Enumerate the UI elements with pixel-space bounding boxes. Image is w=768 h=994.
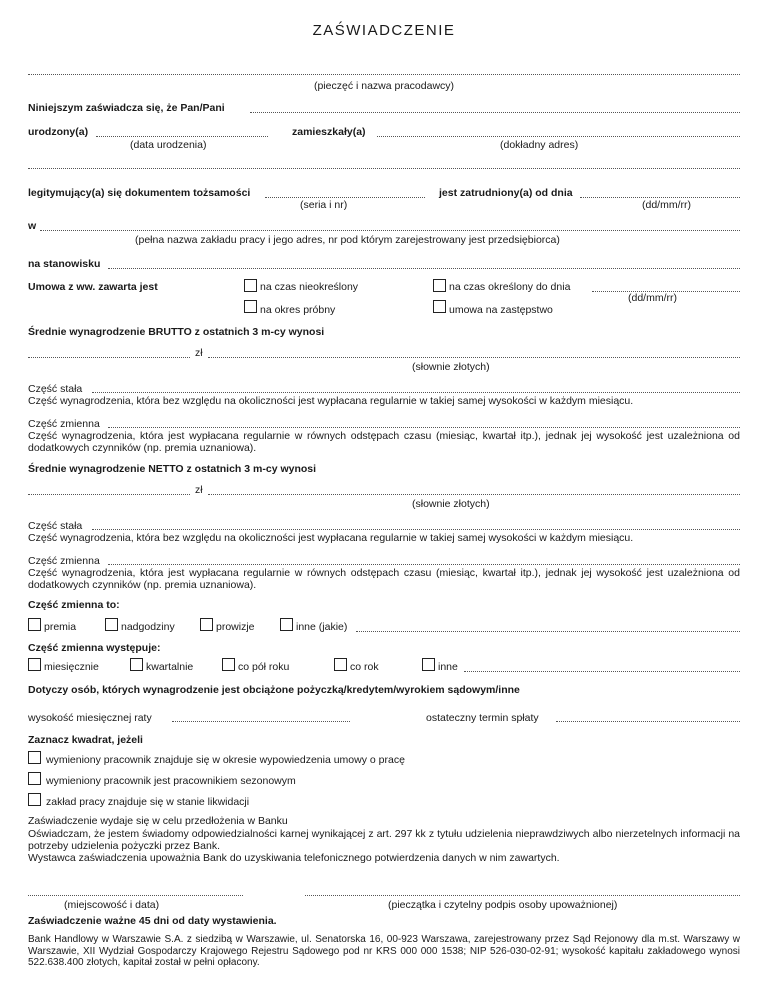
brutto-variable-desc: Część wynagrodzenia, która jest wypłacana regularnie w równych odstępach czasu (miesiąc, kwartał itp.), jednak jej wysokość jest uzależniona od dodatkowych czynników (np. premia uznaniowa). <box>28 430 740 454</box>
definite-date-caption: (dd/mm/rr) <box>628 292 677 304</box>
place-date-field[interactable] <box>28 895 243 896</box>
brutto-fixed-label: Część stała <box>28 383 83 395</box>
bank-footer: Bank Handlowy w Warszawie S.A. z siedzibą w Warszawie, ul. Senatorska 16, 00-923 Warszawa, zarejestrowany przez Sąd Rejonowy dla m.st. Warszawy w Warszawie, XII Wydział Gospodarczy Krajowego Rejestru Sądowego pod nr KRS 000 000 1538; NIP 526-030-02-91; wysokość kapitału zakładowego wynosi 522.638.400 złotych, kapitał został w pełni opłacony. <box>28 934 740 968</box>
birth-date-caption: (data urodzenia) <box>130 139 207 151</box>
monthly-label: miesięcznie <box>44 661 99 673</box>
yearly-checkbox[interactable] <box>334 658 347 671</box>
workplace-field[interactable] <box>40 230 740 231</box>
variable-is-heading: Część zmienna to: <box>28 599 120 611</box>
premia-label: premia <box>44 621 77 633</box>
employed-since-label: jest zatrudniony(a) od dnia <box>439 187 573 199</box>
validity-note: Zaświadczenie ważne 45 dni od daty wystawienia. <box>28 915 277 927</box>
other-variable-checkbox[interactable] <box>280 618 293 631</box>
brutto-words-caption: (słownie złotych) <box>412 361 490 373</box>
netto-variable-field[interactable] <box>108 564 740 565</box>
yearly-label: co rok <box>350 661 379 673</box>
netto-currency: zł <box>195 484 203 496</box>
definite-label: na czas określony do dnia <box>449 281 571 293</box>
workplace-caption: (pełna nazwa zakładu pracy i jego adres, nr pod którym zarejestrowany jest przedsiębiorca) <box>135 234 560 246</box>
notice-period-label: wymieniony pracownik znajduje się w okresie wypowiedzenia umowy o pracę <box>46 754 405 766</box>
person-name-field[interactable] <box>250 112 740 113</box>
half-year-checkbox[interactable] <box>222 658 235 671</box>
address-caption: (dokładny adres) <box>500 139 579 151</box>
loans-heading: Dotyczy osób, których wynagrodzenie jest obciążone pożyczką/kredytem/wyrokiem sądowym/inne <box>28 684 520 696</box>
employer-field[interactable] <box>28 74 740 75</box>
other-variable-label: inne (jakie) <box>296 621 348 633</box>
employed-date-caption: (dd/mm/rr) <box>642 199 691 211</box>
workplace-label: w <box>28 220 37 232</box>
commission-label: prowizje <box>216 621 255 633</box>
id-caption: (seria i nr) <box>300 199 348 211</box>
signature-field[interactable] <box>305 895 740 896</box>
replacement-checkbox[interactable] <box>433 300 446 313</box>
other-variable-field[interactable] <box>356 631 740 632</box>
certifies-label: Niniejszym zaświadcza się, że Pan/Pani <box>28 102 225 114</box>
id-number-field[interactable] <box>265 197 425 198</box>
born-label: urodzony(a) <box>28 126 89 138</box>
brutto-currency: zł <box>195 347 203 359</box>
seasonal-label: wymieniony pracownik jest pracownikiem sezonowym <box>46 775 296 787</box>
position-label: na stanowisku <box>28 258 101 270</box>
premia-checkbox[interactable] <box>28 618 41 631</box>
trial-label: na okres próbny <box>260 304 336 316</box>
term-label: ostateczny termin spłaty <box>426 712 539 724</box>
indefinite-checkbox[interactable] <box>244 279 257 292</box>
resides-label: zamieszkały(a) <box>292 126 366 138</box>
brutto-words-field[interactable] <box>208 357 740 358</box>
rate-field[interactable] <box>172 721 350 722</box>
contract-label: Umowa z ww. zawarta jest <box>28 281 158 293</box>
half-year-label: co pół roku <box>238 661 290 673</box>
replacement-label: umowa na zastępstwo <box>449 304 553 316</box>
brutto-variable-field[interactable] <box>108 427 740 428</box>
document-title: ZAŚWIADCZENIE <box>312 22 456 39</box>
trial-checkbox[interactable] <box>244 300 257 313</box>
quarterly-checkbox[interactable] <box>130 658 143 671</box>
id-doc-label: legitymujący(a) się dokumentem tożsamości <box>28 187 251 199</box>
employer-caption: (pieczęć i nazwa pracodawcy) <box>313 80 455 92</box>
address-field[interactable] <box>377 136 740 137</box>
liquidation-label: zakład pracy znajduje się w stanie likwidacji <box>46 796 250 808</box>
commission-checkbox[interactable] <box>200 618 213 631</box>
other-frequency-label: inne <box>438 661 458 673</box>
term-field[interactable] <box>556 721 740 722</box>
other-frequency-checkbox[interactable] <box>422 658 435 671</box>
overtime-label: nadgodziny <box>121 621 175 633</box>
brutto-heading: Średnie wynagrodzenie BRUTTO z ostatnich 3 m-cy wynosi <box>28 326 325 338</box>
netto-variable-desc: Część wynagrodzenia, która jest wypłacana regularnie w równych odstępach czasu (miesiąc, kwartał itp.), jednak jej wysokość jest uzależniona od dodatkowych czynników (np. premia uznaniowa). <box>28 567 740 591</box>
address-line-2-field[interactable] <box>28 168 740 169</box>
brutto-variable-label: Część zmienna <box>28 418 100 430</box>
netto-heading: Średnie wynagrodzenie NETTO z ostatnich 3 m-cy wynosi <box>28 463 317 475</box>
quarterly-label: kwartalnie <box>146 661 194 673</box>
notice-period-checkbox[interactable] <box>28 751 41 764</box>
definite-checkbox[interactable] <box>433 279 446 292</box>
netto-fixed-label: Część stała <box>28 520 83 532</box>
place-date-caption: (miejscowość i data) <box>64 899 160 911</box>
liquidation-checkbox[interactable] <box>28 793 41 806</box>
netto-words-field[interactable] <box>208 494 740 495</box>
other-frequency-field[interactable] <box>464 671 740 672</box>
tick-heading: Zaznacz kwadrat, jeżeli <box>28 734 143 746</box>
brutto-amount-field[interactable] <box>28 357 190 358</box>
position-field[interactable] <box>108 268 740 269</box>
rate-label: wysokość miesięcznej raty <box>28 712 152 724</box>
netto-fixed-desc: Część wynagrodzenia, która bez względu na okoliczności jest wypłacana regularnie w takiej samej wysokości w każdym miesiącu. <box>28 532 634 544</box>
employed-date-field[interactable] <box>580 197 740 198</box>
overtime-checkbox[interactable] <box>105 618 118 631</box>
netto-amount-field[interactable] <box>28 494 190 495</box>
variable-occurs-heading: Część zmienna występuje: <box>28 642 161 654</box>
signature-caption: (pieczątka i czytelny podpis osoby upoważnionej) <box>388 899 618 911</box>
statement-declaration: Oświadczam, że jestem świadomy odpowiedzialności karnej wynikającej z art. 297 kk z tytułu udzielenia nieprawdziwych albo nierzetelnych informacji na potrzeby udzielenia pożyczki przez Bank. <box>28 828 740 852</box>
statement-authorization: Wystawca zaświadczenia upoważnia Bank do uzyskiwania telefonicznego potwierdzenia danych w nim zawartych. <box>28 852 560 864</box>
netto-words-caption: (słownie złotych) <box>412 498 490 510</box>
birth-date-field[interactable] <box>96 136 268 137</box>
netto-variable-label: Część zmienna <box>28 555 100 567</box>
seasonal-checkbox[interactable] <box>28 772 41 785</box>
netto-fixed-field[interactable] <box>92 529 740 530</box>
monthly-checkbox[interactable] <box>28 658 41 671</box>
brutto-fixed-field[interactable] <box>92 392 740 393</box>
statement-purpose: Zaświadczenie wydaje się w celu przedłożenia w Banku <box>28 815 288 827</box>
indefinite-label: na czas nieokreślony <box>260 281 359 293</box>
brutto-fixed-desc: Część wynagrodzenia, która bez względu na okoliczności jest wypłacana regularnie w takiej samej wysokości w każdym miesiącu. <box>28 395 634 407</box>
